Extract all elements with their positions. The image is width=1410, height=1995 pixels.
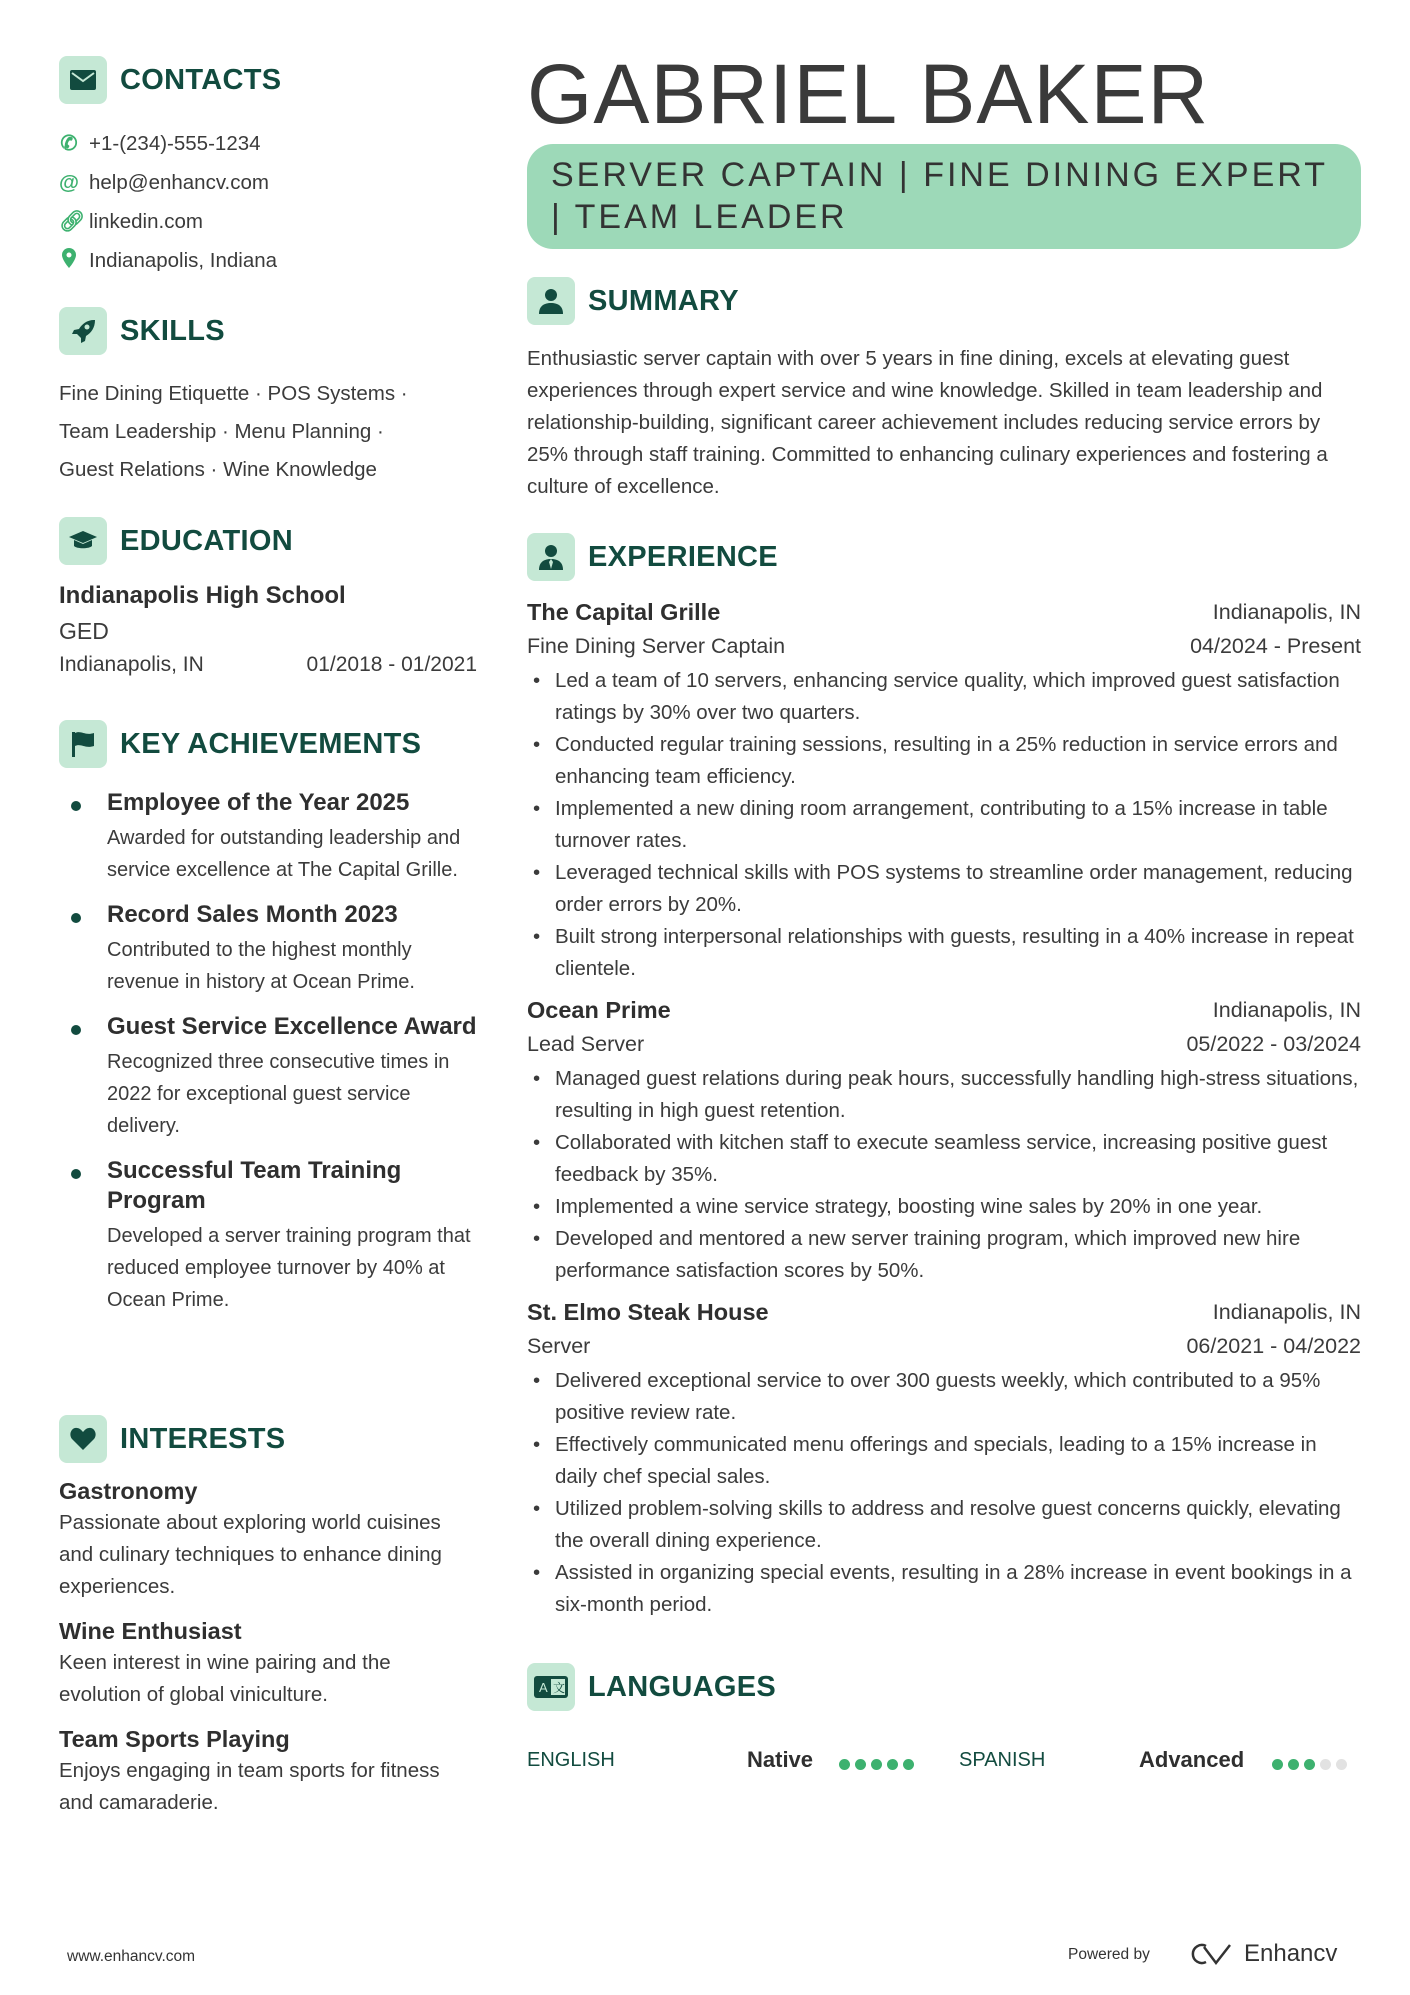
bullet-dot [71, 1169, 81, 1179]
job-bullet: • Assisted in organizing special events, resulting in a 28% increase in event bookings in a six-month period. [527, 1557, 1361, 1621]
section-title: EXPERIENCE [588, 540, 778, 573]
job-location: Indianapolis, IN [1212, 1300, 1361, 1324]
achievement-item [59, 1012, 479, 1142]
company-name: St. Elmo Steak House [527, 1299, 769, 1325]
achievement-item [59, 1156, 479, 1316]
headline-badge [527, 144, 1361, 249]
phone-icon: ✆ [60, 132, 78, 155]
job-dates: 06/2021 - 04/2022 [1186, 1334, 1361, 1358]
job-location: Indianapolis, IN [1212, 998, 1361, 1022]
section-title: INTERESTS [120, 1422, 286, 1455]
achievement-desc: Contributed to the highest monthly revenue in history at Ocean Prime. [107, 939, 415, 993]
school-name: Indianapolis High School [59, 582, 346, 609]
achievement-title: Employee of the Year 2025 [107, 789, 410, 816]
rating-dot [903, 1759, 914, 1770]
enhancv-logo[interactable] [1188, 1940, 1337, 1968]
rating-dot [1288, 1759, 1299, 1770]
location-pin-icon [59, 248, 79, 274]
contacts-section [59, 56, 479, 280]
section-title: SKILLS [120, 314, 225, 347]
skills-line: Guest Relations · Wine Knowledge [59, 458, 377, 481]
section-title: LANGUAGES [588, 1670, 776, 1703]
graduation-cap-icon [59, 517, 107, 565]
rating-dot [1272, 1759, 1283, 1770]
company-name: Ocean Prime [527, 997, 671, 1023]
rating-dot [1304, 1759, 1315, 1770]
user-icon [527, 277, 575, 325]
user-tie-icon [527, 533, 575, 581]
company-name: The Capital Grille [527, 599, 721, 625]
skills-line: Fine Dining Etiquette · POS Systems · [59, 382, 408, 405]
rating-dot [887, 1759, 898, 1770]
achievement-title: Guest Service Excellence Award [107, 1013, 477, 1040]
footer-site[interactable]: www.enhancv.com [67, 1948, 196, 1965]
svg-text:A: A [539, 1680, 548, 1695]
linkedin[interactable]: linkedin.com [89, 209, 203, 233]
phone: +1-(234)-555-1234 [89, 131, 261, 155]
achievement-desc: Recognized three consecutive times in 2022 for exceptional guest service delivery. [107, 1051, 450, 1137]
heart-icon [59, 1415, 107, 1463]
rocket-icon [59, 307, 107, 355]
skills-line: Team Leadership · Menu Planning · [59, 420, 384, 443]
education-section [59, 517, 477, 681]
bullet-dot [71, 1025, 81, 1035]
degree: GED [59, 618, 109, 644]
rating-dot [1336, 1759, 1347, 1770]
job-bullet: • Developed and mentored a new server training program, which improved new hire performance satisfaction scores by 50%. [527, 1223, 1361, 1287]
rating-dot [1320, 1759, 1331, 1770]
language-level: Native [747, 1747, 814, 1772]
svg-text:文: 文 [553, 1681, 566, 1695]
job-bullet: • Built strong interpersonal relationships with guests, resulting in a 40% increase in repeat clientele. [527, 921, 1361, 985]
location: Indianapolis, Indiana [89, 248, 278, 272]
job-bullet: • Effectively communicated menu offerings and specials, leading to a 15% increase in daily chef special sales. [527, 1429, 1361, 1493]
summary-text: Enthusiastic server captain with over 5 years in fine dining, excels at elevating guest experiences through expert service and wine knowledge. Skilled in team leadership and relationship-building, significant career achievement includes reducing service errors by 25% through staff training. Committed to enhancing culinary experiences and fostering a culture of excellence. [527, 347, 1328, 498]
job-bullet: • Leveraged technical skills with POS systems to streamline order management, reducing order errors by 20%. [527, 857, 1361, 921]
job-bullet: • Utilized problem-solving skills to address and resolve guest concerns quickly, elevating the overall dining experience. [527, 1493, 1361, 1557]
job-bullet: • Led a team of 10 servers, enhancing service quality, which improved guest satisfaction ratings by 30% over two quarters. [527, 665, 1361, 729]
interest-title: Team Sports Playing [59, 1726, 290, 1752]
job-entry [527, 595, 1361, 985]
envelope-icon [59, 56, 107, 104]
email[interactable]: help@enhancv.com [89, 170, 269, 194]
bullet-dot [71, 913, 81, 923]
powered-by: Powered by [1068, 1946, 1150, 1963]
rating-dot [839, 1759, 850, 1770]
enhancv-logo-icon [1188, 1941, 1236, 1967]
enhancv-brand: Enhancv [1244, 1940, 1338, 1967]
interests-section [59, 1415, 459, 1819]
language-rating [1272, 1753, 1352, 1776]
headline: SERVER CAPTAIN | FINE DINING EXPERT | TEAM LEADER [551, 156, 1328, 236]
interest-desc: Passionate about exploring world cuisines and culinary techniques to enhance dining experiences. [59, 1511, 442, 1598]
section-title: KEY ACHIEVEMENTS [120, 727, 422, 760]
bullet-dot [71, 801, 81, 811]
language-level: Advanced [1139, 1747, 1245, 1772]
school-dates: 01/2018 - 01/2021 [306, 653, 477, 676]
job-dates: 05/2022 - 03/2024 [1186, 1032, 1361, 1056]
interest-desc: Enjoys engaging in team sports for fitness and camaraderie. [59, 1759, 440, 1814]
school-location: Indianapolis, IN [59, 653, 204, 676]
achievement-desc: Awarded for outstanding leadership and service excellence at The Capital Grille. [107, 827, 461, 881]
achievement-item [59, 788, 479, 886]
job-location: Indianapolis, IN [1212, 600, 1361, 624]
translate-icon [527, 1663, 575, 1711]
job-role: Fine Dining Server Captain [527, 634, 786, 658]
job-entry [527, 993, 1361, 1287]
flag-icon [59, 720, 107, 768]
job-bullet: • Implemented a wine service strategy, boosting wine sales by 20% in one year. [527, 1191, 1361, 1223]
candidate-name: GABRIEL BAKER [527, 47, 1210, 141]
achievement-item [59, 900, 479, 998]
at-icon: @ [59, 170, 79, 194]
job-bullet: • Delivered exceptional service to over 300 guests weekly, which contributed to a 95% positive review rate. [527, 1365, 1361, 1429]
summary-section [527, 277, 1361, 503]
interest-desc: Keen interest in wine pairing and the evolution of global viniculture. [59, 1651, 391, 1706]
achievements-section [59, 720, 479, 1330]
language-name: SPANISH [959, 1749, 1046, 1771]
interest-title: Wine Enthusiast [59, 1618, 242, 1644]
languages-section [527, 1663, 1361, 1781]
job-role: Lead Server [527, 1032, 645, 1056]
job-bullet: • Conducted regular training sessions, resulting in a 25% reduction in service errors and enhancing team efficiency. [527, 729, 1361, 793]
achievement-title: Record Sales Month 2023 [107, 901, 398, 928]
language-name: ENGLISH [527, 1749, 615, 1771]
skills-section [59, 307, 479, 489]
language-rating [839, 1753, 919, 1776]
achievement-title: Successful Team Training Program [107, 1157, 402, 1214]
achievement-desc: Developed a server training program that reduced employee turnover by 40% at Ocean Prime. [107, 1225, 471, 1311]
experience-section [527, 533, 1361, 1629]
job-role: Server [527, 1334, 591, 1358]
job-entry [527, 1295, 1361, 1621]
rating-dot [871, 1759, 882, 1770]
section-title: CONTACTS [120, 63, 282, 96]
job-bullet: • Implemented a new dining room arrangement, contributing to a 15% increase in table turnover rates. [527, 793, 1361, 857]
rating-dot [855, 1759, 866, 1770]
job-bullet: • Managed guest relations during peak hours, successfully handling high-stress situations, resulting in high guest retention. [527, 1063, 1361, 1127]
link-icon: 🔗︎ [59, 209, 86, 233]
interest-title: Gastronomy [59, 1478, 198, 1504]
job-bullet: • Collaborated with kitchen staff to execute seamless service, increasing positive guest feedback by 35%. [527, 1127, 1361, 1191]
section-title: SUMMARY [588, 284, 739, 317]
job-dates: 04/2024 - Present [1190, 634, 1361, 658]
section-title: EDUCATION [120, 524, 293, 557]
